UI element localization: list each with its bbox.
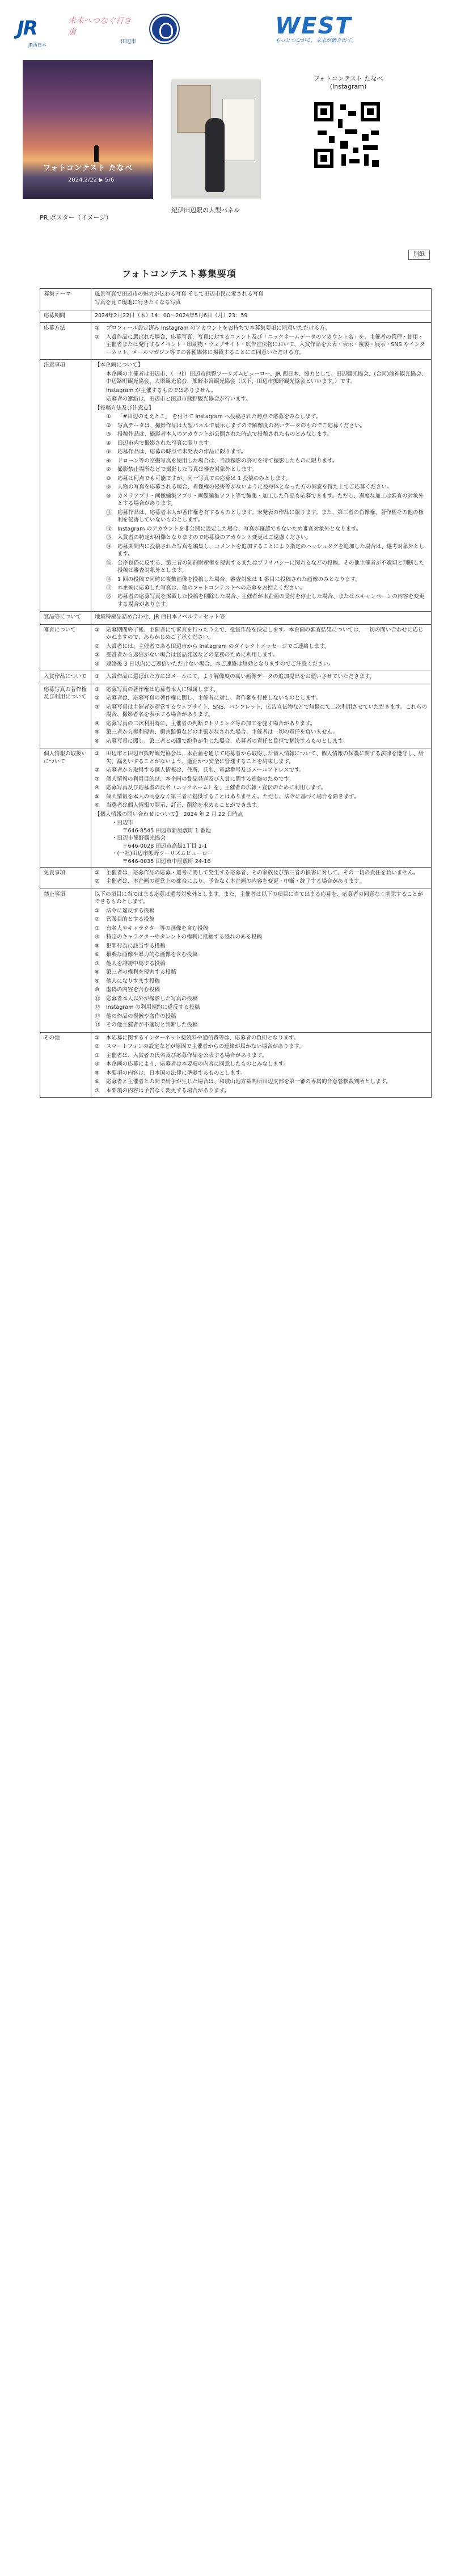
- item-number: ⑤: [95, 793, 100, 800]
- list-item: [95, 916, 428, 923]
- qr-finder: [314, 102, 333, 121]
- item-text: 撮影禁止場所などで撮影した写真は審査対象外とします。: [117, 466, 257, 473]
- page-title: フォトコンテスト募集要項: [122, 268, 236, 279]
- item-number: ①: [95, 1034, 100, 1041]
- numbered-list: [95, 907, 428, 1029]
- qr-dot: [353, 148, 358, 153]
- qr-dot: [338, 119, 343, 128]
- item-text: ドローン等の空撮写真を使用した場合は、当該撮影の許可を得て撮影したものに限ります。: [117, 457, 338, 464]
- item-number: ①: [95, 686, 100, 693]
- item-text: 虚偽の内容を含む投稿: [106, 987, 160, 994]
- row-content: [91, 360, 432, 612]
- item-number: ④: [95, 934, 100, 941]
- qr-dot: [345, 129, 357, 134]
- list-item: [95, 995, 428, 1003]
- row-label: 入賞作品について: [40, 671, 91, 684]
- numbered-list: [95, 869, 428, 886]
- item-number: ②: [95, 1043, 100, 1050]
- table-row: [40, 624, 432, 671]
- logo-bar: [17, 12, 454, 47]
- list-item: [95, 1021, 428, 1029]
- item-number: ③: [95, 704, 100, 710]
- item-text: その他主催者が不適切と判断した投稿: [106, 1022, 198, 1029]
- section-body: [106, 371, 428, 403]
- list-item: [106, 413, 428, 420]
- item-text: 応募者から取得する個人情報は、住所、氏名、電話番号及びメールアドレスです。: [106, 767, 305, 774]
- item-text: 応募者の応募写真を掲載した投稿を削除した場合、主催者が本企画の受付を停止した場合、または本キャンペーンの内容を変更する場合があります。: [117, 594, 425, 608]
- table-row: [40, 889, 432, 1032]
- row-paragraph: 地域特産品詰め合わせ、JR 西日本ノベルティセット等: [95, 614, 225, 621]
- item-text: 他人になりすます投稿: [106, 978, 160, 984]
- list-item: [95, 878, 428, 885]
- item-number: ⑬: [95, 1013, 100, 1020]
- list-item: [95, 986, 428, 994]
- list-item: [95, 960, 428, 967]
- row-label: 審査について: [40, 624, 91, 671]
- item-text: カメラアプリ・画像編集アプリ・画像編集ソフト等で編集・加工した作品も応募できます。ただし、過度な加工は審査の対象外とする場合があります。: [117, 493, 424, 507]
- row-content: [91, 748, 432, 868]
- list-item: [95, 793, 428, 801]
- list-item: [95, 334, 428, 356]
- row-content: [91, 1032, 432, 1097]
- list-item: [95, 643, 428, 650]
- list-item: [95, 802, 428, 809]
- list-item: [95, 729, 428, 736]
- list-item: [95, 720, 428, 727]
- item-number: ③: [106, 431, 111, 438]
- table-row: [40, 868, 432, 889]
- row-content: [91, 624, 432, 671]
- item-text: 入賞作品に選ばれた場合、応募写真、写真に対するコメント及び「ニックネームデータのアカウント名」を、主催者の管理・使用・主催者または発行するイベント・印刷物・ウェブサイト・広告宣伝物において、入賞作品を公表・表示・複製・展示・SNS やインターネット、メールマガジン等での各種媒体に掲載することにご同意いただける方。: [106, 334, 425, 356]
- item-number: ②: [95, 878, 100, 885]
- row-label: 募集テーマ: [40, 289, 91, 310]
- table-row: [40, 684, 432, 748]
- list-item: [95, 1070, 428, 1077]
- item-number: ⑤: [106, 449, 111, 456]
- item-text: プロフィール設定済み Instagram のアカウントをお持ちで本募集要項に同意いただける方。: [106, 325, 331, 332]
- item-number: ①: [95, 870, 100, 876]
- item-number: ①: [106, 414, 111, 420]
- tanabe-logo-city: 田辺市: [120, 39, 136, 45]
- list-item: [95, 933, 428, 941]
- west-logo-word: WEST: [275, 13, 352, 39]
- table-row: [40, 360, 432, 612]
- numbered-list: [95, 325, 428, 356]
- item-text: 応募写真は主催者が運営するウェブサイト、SNS、パンフレット、広告宣伝物などで無償にて二次利用させていただきます。これらの場合、撮影者名を表示する場合があります。: [106, 704, 428, 718]
- item-number: ⑱: [106, 594, 112, 600]
- numbered-list: [95, 1034, 428, 1095]
- item-number: ⑥: [95, 1079, 100, 1085]
- item-number: ④: [95, 785, 100, 792]
- item-number: ⑩: [106, 493, 111, 499]
- item-number: ⑥: [95, 802, 100, 809]
- list-item: [95, 673, 428, 680]
- row-content: [91, 889, 432, 1032]
- row-content: [91, 612, 432, 624]
- list-item: [95, 738, 428, 745]
- list-item: [95, 907, 428, 915]
- item-text: 本要項の内容は、日本国の法律に準拠するものとします。: [106, 1070, 246, 1076]
- row-paragraph: 写真を見て現地に行きたくなる写真: [95, 300, 181, 306]
- item-text: Instagram の利用規約に違反する投稿: [106, 1004, 200, 1011]
- item-number: ⑤: [95, 729, 100, 736]
- item-text: 応募者と主催者との間で紛争が生じた場合は、和歌山地方裁判所田辺支部を第一審の専属的合意管轄裁判所とします。: [106, 1079, 391, 1085]
- list-item: [95, 767, 428, 774]
- row-label: その他: [40, 1032, 91, 1097]
- item-number: ④: [95, 660, 100, 667]
- panel-person: [205, 118, 225, 192]
- list-item: [95, 776, 428, 783]
- item-number: ②: [95, 767, 100, 774]
- list-item: [95, 325, 428, 332]
- item-text: 主催者は、入賞者の氏名及び応募作品を公表する場合があります。: [106, 1052, 268, 1059]
- item-text: Instagram のアカウントを非公開に設定した場合、写真が確認できないため審査対象外となります。: [117, 525, 362, 532]
- item-number: ⑥: [95, 952, 100, 958]
- row-content: [91, 310, 432, 322]
- table-row: [40, 310, 432, 322]
- poster-figure: [94, 145, 99, 162]
- qr-dot: [349, 159, 360, 163]
- item-text: 応募作品は、応募者本人が著作権を有するものとします。未発表の作品に限ります。また、第三者の肖像権、著作権その他の権利を侵害していないものとします。: [117, 509, 424, 524]
- list-item: [106, 493, 428, 508]
- item-number: ⑬: [106, 534, 112, 541]
- item-number: ⑫: [95, 1004, 100, 1011]
- row-content: [91, 684, 432, 748]
- item-text: 他人を誹謗中傷する投稿: [106, 960, 166, 967]
- numbered-list: [95, 750, 428, 809]
- section-paragraph: 本企画の主催者は田辺市、（一社）田辺市熊野ツーリズムビューロー、JR 西日本、協力として、田辺観光協会、(合同)龍神観光協会、中辺路町観光協会、大塔観光協会、熊野本宮観光協会（以下、田辺市熊野観光協会といいます。）です。: [106, 371, 427, 385]
- item-number: ⑥: [106, 457, 111, 464]
- jr-logo-sub: JR西日本: [28, 43, 47, 48]
- row-content: [91, 323, 432, 360]
- station-panel-photo: [171, 79, 261, 199]
- guidelines-table-body: [40, 289, 432, 1098]
- section-heading: 【本企画について】: [95, 362, 143, 369]
- item-number: ③: [95, 925, 100, 932]
- list-item: [95, 942, 428, 950]
- table-row: [40, 671, 432, 684]
- contact-heading: 【個人情報の問い合わせについて】 2024 年 2 月 22 日時点: [95, 811, 243, 818]
- attachment-label: 別紙: [408, 250, 430, 260]
- table-row: [40, 612, 432, 624]
- list-item: [95, 925, 428, 932]
- qr-dot: [341, 154, 346, 166]
- item-number: ④: [106, 440, 111, 447]
- item-number: ②: [95, 916, 100, 923]
- item-number: ⑯: [106, 576, 112, 583]
- list-item: [106, 448, 428, 456]
- qr-dot: [362, 134, 369, 141]
- item-text: 第三者から権利侵害、損害賠償などの主張がなされた場合、主催者は一切の責任を負いません。: [106, 729, 339, 736]
- item-number: ⑮: [106, 559, 112, 566]
- list-item: [106, 559, 428, 575]
- item-text: 入賞作品に選ばれた方にはメールにて、より解像度の高い画像データの追加提出をお願いさせていただきます。: [106, 674, 375, 680]
- item-number: ①: [95, 626, 100, 633]
- item-number: ⑨: [95, 978, 100, 984]
- item-text: 1 回の投稿で同時に複数画像を投稿した場合、審査対象は 1 番目に投稿された画像のみとなります。: [117, 576, 361, 583]
- qr-dot: [329, 136, 335, 143]
- row-label: 個人情報の取扱いについて: [40, 748, 91, 868]
- row-label: 応募期間: [40, 310, 91, 322]
- qr-dot: [371, 131, 379, 135]
- item-number: ⑦: [95, 960, 100, 967]
- item-number: ⑪: [106, 509, 112, 516]
- qr-dot: [348, 111, 356, 116]
- panel-board: [222, 99, 255, 161]
- qr-finder: [361, 102, 380, 121]
- list-item: [95, 969, 428, 976]
- list-item: [95, 869, 428, 877]
- item-number: ③: [95, 776, 100, 782]
- list-item: [95, 626, 428, 642]
- item-text: 応募者は、応募写真の著作権に関し、主催者に対し、著作権を行使しないものとします。: [106, 695, 322, 702]
- item-number: ⑨: [106, 484, 111, 491]
- jr-logo-mark: JR: [17, 17, 37, 40]
- item-number: ②: [95, 334, 100, 340]
- row-content: [91, 289, 432, 310]
- item-text: 応募写真の二次利用時に、主催者の判断でトリミング等の加工を施す場合があります。: [106, 720, 316, 727]
- row-content: [91, 671, 432, 684]
- item-number: ①: [95, 907, 100, 914]
- west-logo-tagline: もっとつながる、未来が動き出す。: [275, 38, 357, 44]
- list-item: [95, 660, 428, 668]
- item-text: 本要項の内容は予告なく変更する場合があります。: [106, 1087, 230, 1094]
- list-item: [95, 1052, 428, 1059]
- row-paragraph: 風景写真で田辺市の魅力が伝わる写真 そして田辺市民に愛される写真: [95, 291, 264, 297]
- list-item: [95, 651, 428, 659]
- numbered-list: [95, 626, 428, 668]
- list-item: [95, 1004, 428, 1011]
- item-text: 受賞者から返信がない場合は賞品発送などの業務のために利用します。: [106, 652, 278, 659]
- item-number: ⑤: [95, 1070, 100, 1076]
- poster-caption: PR ポスター（イメージ）: [40, 214, 112, 221]
- list-item: [106, 466, 428, 473]
- qr-caption: フォトコンテスト たなべ (Instagram): [313, 75, 383, 91]
- item-number: ③: [95, 652, 100, 659]
- item-text: 主催者は、応募作品の応募・選考に関して発生する応募者、その家族及び第三者の損害に対して、その一切の責任を負いません。: [106, 870, 419, 876]
- item-text: 入賞者には、主催者である田辺市から Instagram のダイレクトメッセージでご連絡します。: [106, 643, 330, 650]
- item-text: 犯罪行為に該当する投稿: [106, 942, 166, 949]
- item-number: ④: [95, 1061, 100, 1068]
- table-row: [40, 289, 432, 310]
- qr-dot: [372, 160, 379, 167]
- row-paragraph: 以下の項目に当てはまる応募は選考対象外とします。また、主催者は以下の項目に当てはまる応募を、応募者の同意なく削除することができるものとします。: [95, 891, 423, 906]
- item-text: 公序良俗に反する、第三者の知的財産権を侵害するまたはプライバシーに関わるなどの投稿、その他主催者が不適切と判断した投稿は審査対象外とします。: [117, 559, 425, 574]
- item-number: ⑭: [106, 543, 112, 550]
- list-item: [106, 509, 428, 524]
- list-item: [95, 1043, 428, 1050]
- item-number: ②: [95, 643, 100, 650]
- item-text: スマートフォンの設定などが原因で主催者からの連絡が届かない場合があります。: [106, 1043, 305, 1050]
- item-number: ①: [95, 325, 100, 332]
- table-row: [40, 748, 432, 868]
- list-item: [95, 750, 428, 765]
- item-number: ①: [95, 751, 100, 757]
- numbered-list: [95, 686, 428, 745]
- contact-list: ・田辺市 〒646-8545 田辺市新屋敷町 1 番地 ・田辺市熊野観光協会 〒646-0028 田辺市高雄1丁目 1-1 ・(一社)田辺市熊野ツーリズムビューロー 〒646-0035 田辺市中屋敷町 24-16: [112, 820, 213, 865]
- list-item: [106, 457, 428, 465]
- list-item: [106, 576, 428, 583]
- item-text: 本企画の応募により、応募者は本要項の内容に同意したものとみなします。: [106, 1061, 289, 1068]
- list-item: [95, 951, 428, 958]
- panel-caption: 紀伊田辺駅の大型パネル: [171, 207, 240, 214]
- jr-west-logo: [17, 15, 53, 48]
- item-text: 主催者は、本企画の運営上の都合により、予告なく本企画の内容を変更・中断・終了する場合があります。: [106, 878, 365, 885]
- item-text: 田辺市と田辺市熊野観光協会は、本企画を通じて応募者から取得した個人情報について、個人情報の保護に関する法律を遵守し、紛失、漏えいすることがないよう、適正かつ安全に管理することを約束します。: [106, 751, 424, 765]
- list-item: [95, 1078, 428, 1085]
- item-number: ⑭: [95, 1022, 100, 1029]
- item-text: 応募写真及び応募者の氏名（ニックネーム）を、主催者の広報・宣伝のために利用します。: [106, 785, 327, 792]
- item-number: ⑩: [95, 987, 100, 994]
- section-paragraph: Instagram が主催するものではありません。: [106, 387, 217, 394]
- item-text: 特定のキャラクターやタレントの権利に抵触する恐れのある投稿: [106, 934, 263, 941]
- qr-dot: [364, 154, 369, 166]
- item-number: ⑧: [106, 475, 111, 482]
- list-item: [106, 440, 428, 447]
- qr-dot: [363, 145, 378, 150]
- item-text: 連絡後 3 日以内にご返信いただけない場合、本ご連絡は無効となりますのでご注意ください。: [106, 660, 334, 667]
- list-item: [106, 431, 428, 438]
- row-label: 禁止事項: [40, 889, 91, 1032]
- table-row: [40, 1032, 432, 1097]
- item-number: ⑧: [95, 969, 100, 976]
- item-text: 応募者本人以外が撮影した写真の投稿: [106, 995, 198, 1002]
- item-number: ②: [95, 695, 100, 702]
- item-text: 当選者は個人情報の開示、訂正、削除を求めることができます。: [106, 802, 262, 809]
- list-item: [106, 483, 428, 491]
- item-text: 本企画に応募した写真は、他のフォトコンテストへの応募をお控えください。: [117, 584, 306, 591]
- row-content: [91, 868, 432, 889]
- item-number: ⑦: [95, 1087, 100, 1094]
- guidelines-table: [40, 288, 432, 1098]
- item-text: 応募写真の著作権は応募者本人に帰属します。: [106, 686, 219, 693]
- row-paragraph: 2024年2月22日（木）14：00〜2024年5月6日（月）23：59: [95, 312, 248, 319]
- item-number: ③: [95, 1052, 100, 1059]
- instagram-qr-code[interactable]: [312, 100, 382, 170]
- tanabe-city-logo: [68, 16, 136, 44]
- item-text: 「#田辺のええとこ」 を付けて Instagram へ投稿された時点で応募をみなします。: [117, 414, 322, 420]
- list-item: [106, 422, 428, 430]
- item-text: 法令に違反する投稿: [106, 907, 155, 914]
- item-number: ②: [106, 422, 111, 429]
- list-item: [95, 1034, 428, 1042]
- list-item: [95, 686, 428, 693]
- item-text: 本応募に関するインターネット接続料や通信費等は、応募者の負担となります。: [106, 1034, 299, 1041]
- item-text: 営業目的とする投稿: [106, 916, 155, 923]
- item-text: 応募写真に関し、第三者との間で紛争が生じた場合、応募者の責任と負担で解決するものとします。: [106, 738, 348, 744]
- row-label: 応募写真の著作権及び利用について: [40, 684, 91, 748]
- list-item: [106, 584, 428, 592]
- list-item: [106, 593, 428, 608]
- item-number: ⑫: [106, 525, 112, 532]
- item-text: 田辺市内で撮影された写真に限ります。: [117, 440, 214, 447]
- item-text: 個人情報を本人の同意なく第三者に提供することはありません。ただし、法令に基づく場合を除きます。: [106, 793, 360, 800]
- item-number: ⑪: [95, 995, 100, 1002]
- list-item: [95, 784, 428, 792]
- item-text: 応募期間終了後、主催者にて審査を行ったうえで、受賞作品を決定します。本企画の審査結果については、一切の問い合わせに応じかねますので、あらかじめご了承ください。: [106, 626, 424, 641]
- item-text: 有名人やキャラクター等の画像を含む投稿: [106, 925, 209, 932]
- qr-finder: [314, 149, 333, 168]
- item-number: ⑦: [106, 466, 111, 473]
- list-item: [106, 475, 428, 482]
- item-text: 応募は何点でも可能ですが、同一写真での応募は 1 投稿のみとします。: [117, 475, 291, 482]
- poster-title: フォトコンテスト たなべ: [43, 164, 133, 172]
- qr-dot: [340, 104, 346, 110]
- tanabe-logo-text: 未来へつなぐ行き道: [68, 16, 132, 37]
- item-text: 応募期間内に投稿された写真を編集し、コメントを追加することにより指定のハッシュタグを追加した場合は、選考対象外とします。: [117, 543, 425, 558]
- item-text: 猥褻な画像や暴力的な画像を含む投稿: [106, 952, 198, 958]
- city-seal-icon: [150, 15, 179, 43]
- list-item: [95, 1013, 428, 1020]
- qr-dot: [340, 141, 348, 149]
- item-text: 写真データは、撮影作品は大型パネルで展示しますので解像度の高いデータのものでご応募ください。: [117, 422, 366, 429]
- list-item: [95, 1087, 428, 1095]
- qr-dot: [318, 131, 327, 135]
- list-item: [106, 534, 428, 541]
- item-text: 応募作品は、応募の時点で未発表の作品に限ります。: [117, 449, 247, 456]
- west-logo: [275, 15, 400, 44]
- row-label: 賞品等について: [40, 612, 91, 624]
- row-label: 応募方法: [40, 323, 91, 360]
- row-label: 免責事項: [40, 868, 91, 889]
- numbered-list: [95, 673, 428, 680]
- list-item: [106, 525, 428, 533]
- list-item: [95, 694, 428, 702]
- item-text: 人物の写真を応募される場合、肖像権の侵害等がないように被写体となった方の同意を得た上でご応募ください。: [117, 484, 392, 491]
- item-text: 個人情報の利用目的は、本企画の賞品発送及び入賞に関する連絡のためです。: [106, 776, 294, 782]
- item-number: ⑤: [95, 942, 100, 949]
- section-heading: 【投稿方法及び注意点】: [95, 405, 154, 411]
- item-text: 入賞者の特定が困難となりますので応募後のアカウント変更はご遠慮ください。: [117, 534, 311, 541]
- item-number: ④: [95, 720, 100, 727]
- list-item: [95, 978, 428, 985]
- list-item: [95, 1060, 428, 1068]
- item-number: ⑰: [106, 584, 112, 591]
- numbered-list: [106, 413, 428, 608]
- section-body: [106, 413, 428, 608]
- poster-date: 2024.2/22 ▶︎ 5/6: [68, 177, 115, 183]
- item-number: ⑥: [95, 738, 100, 744]
- table-row: [40, 323, 432, 360]
- item-text: 他の作品の模倣や盗作の投稿: [106, 1013, 176, 1020]
- list-item: [95, 704, 428, 719]
- pr-poster-image: [23, 60, 153, 199]
- list-item: [106, 543, 428, 558]
- item-text: 第三者の権利を侵害する投稿: [106, 969, 176, 976]
- item-text: 投稿作品は、撮影者本人のアカウントが公開された時点で投稿されたものとみなします。: [117, 431, 333, 438]
- section-paragraph: 応募者の連絡は、田辺市と田辺市熊野観光協会が行います。: [106, 396, 251, 403]
- item-number: ①: [95, 674, 100, 680]
- row-label: 注意事項: [40, 360, 91, 612]
